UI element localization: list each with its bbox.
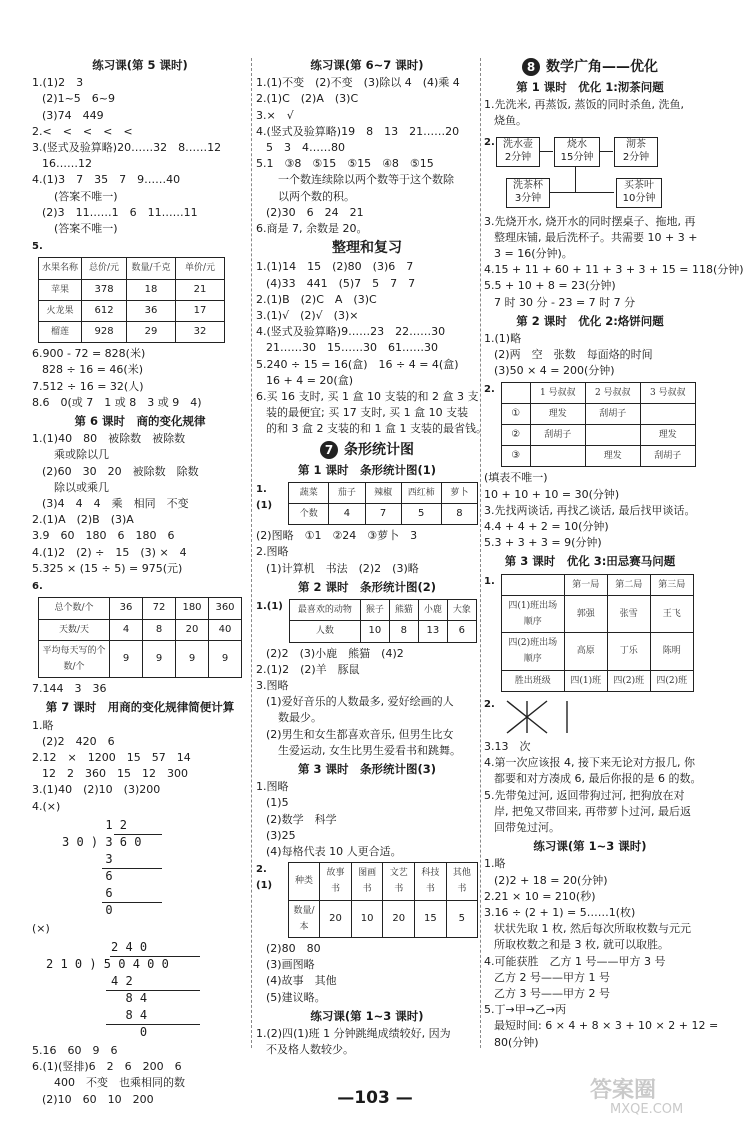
answer-line: (3)50 × 4 = 200(分钟) bbox=[494, 364, 615, 378]
answer-line: 4.(竖式及验算略)19 8 13 21……20 bbox=[256, 124, 460, 138]
table-cell: 7 bbox=[365, 504, 401, 525]
table-cell: 苹果 bbox=[39, 279, 82, 300]
answer-line: 3.图略 bbox=[256, 678, 289, 692]
table-cell bbox=[501, 574, 564, 595]
fruit-price-table bbox=[38, 257, 225, 343]
table-cell: 萝卜 bbox=[441, 482, 477, 503]
section-heading: 第 3 课时 条形统计图(3) bbox=[297, 761, 437, 776]
answer-line: 828 ÷ 16 = 46(米) bbox=[42, 363, 143, 377]
column-middle bbox=[256, 55, 487, 1058]
column-left bbox=[32, 55, 248, 1108]
chapter-title: 数学广角——优化 bbox=[546, 58, 658, 75]
table-cell: ① bbox=[501, 403, 530, 424]
answer-line: 2.(1)B (2)C A (3)C bbox=[256, 292, 377, 306]
division-row: 8 4 bbox=[46, 990, 148, 1005]
answer-line: 整理床铺, 最后洗杯子。共需要 10 + 3 + bbox=[494, 230, 698, 244]
answer-line: 5.5 + 10 + 8 = 23(分钟) bbox=[484, 279, 616, 293]
answer-line: 4.4 + 4 + 2 = 10(分钟) bbox=[484, 520, 609, 534]
question-number: 6. bbox=[32, 581, 43, 593]
answer-line: 7.512 ÷ 16 = 32(人) bbox=[32, 379, 144, 393]
answer-line: (答案不唯一) bbox=[54, 222, 118, 236]
table-cell: 8 bbox=[389, 621, 418, 642]
table-cell: 天数/天 bbox=[39, 619, 110, 640]
answer-line: (2)图略 ①1 ②24 ③萝卜 3 bbox=[256, 529, 418, 543]
table-cell: ③ bbox=[501, 446, 530, 467]
table-cell: 6 bbox=[447, 621, 476, 642]
answer-line: 4.(×) bbox=[32, 799, 61, 813]
flow-step: 洗茶杯 3分钟 bbox=[506, 178, 550, 208]
table-cell: 9 bbox=[209, 640, 242, 677]
answer-line: 3.(竖式及验算略)20……32 8……12 bbox=[32, 141, 222, 155]
answer-line: 1.先洗米, 再蒸饭, 蒸饭的同时杀鱼, 洗鱼, bbox=[484, 98, 684, 112]
flow-connector bbox=[550, 192, 614, 193]
table-cell: 刮胡子 bbox=[530, 425, 585, 446]
section-heading: 第 7 课时 用商的变化规律简便计算 bbox=[45, 700, 235, 715]
answer-line: (3)画图略 bbox=[266, 958, 315, 972]
table-cell: 四(2)班 bbox=[650, 670, 693, 691]
flow-step: 沏茶 2分钟 bbox=[614, 137, 658, 167]
column-divider bbox=[251, 58, 252, 1048]
table-cell: 第二局 bbox=[607, 574, 650, 595]
answer-line: (1)爱好音乐的人数最多, 爱好绘画的人 bbox=[266, 695, 454, 709]
answer-line: 6.(1)(竖排)6 2 6 200 6 bbox=[32, 1060, 182, 1074]
division-bar bbox=[114, 834, 162, 835]
table-cell: 西红柿 bbox=[401, 482, 441, 503]
table-cell: 10 bbox=[351, 900, 383, 937]
table-cell: 王飞 bbox=[650, 595, 693, 632]
chapter-heading bbox=[484, 58, 696, 76]
answer-line: 1.略 bbox=[484, 857, 506, 871]
table-cell: 10 bbox=[360, 621, 389, 642]
answer-line: 1.(2)四(1)班 1 分钟跳绳成绩较好, 因为 bbox=[256, 1026, 451, 1040]
table-cell: 1 号叔叔 bbox=[530, 382, 585, 403]
answer-line: (2)2 420 6 bbox=[42, 734, 115, 748]
answer-line: 4.(竖式及验算略)9……23 22……30 bbox=[256, 325, 446, 339]
table-cell: 胜出班级 bbox=[501, 670, 564, 691]
answer-line: 都要和对方凑成 6, 最后你报的是 6 的数。 bbox=[494, 772, 702, 786]
answer-line: (2)10 60 10 200 bbox=[42, 1092, 154, 1106]
table-cell: 四(1)班出场顺序 bbox=[501, 595, 564, 632]
answer-line: (2)80 80 bbox=[266, 941, 321, 955]
answer-line: 1.(1)40 80 被除数 被除数 bbox=[32, 432, 186, 446]
answer-line: 80(分钟) bbox=[494, 1035, 539, 1049]
answer-line: (4)33 441 (5)7 5 7 7 bbox=[266, 276, 416, 290]
division-rule bbox=[102, 902, 162, 903]
table-cell: 张雪 bbox=[607, 595, 650, 632]
question-number: 1.(1) bbox=[256, 601, 283, 613]
table-cell: 2 号叔叔 bbox=[585, 382, 640, 403]
table-cell: 平均每天写的个数/个 bbox=[39, 640, 110, 677]
flow-connector bbox=[575, 166, 576, 192]
answer-line: 21……30 15……30 61……30 bbox=[266, 341, 438, 355]
answer-line: (3)74 449 bbox=[42, 108, 104, 122]
flow-step: 洗水壶 2分钟 bbox=[496, 137, 540, 167]
table-cell: 丁乐 bbox=[607, 633, 650, 670]
answer-line: 5.先带兔过河, 返回带狗过河, 把狗放在对 bbox=[484, 788, 685, 802]
horse-race-table bbox=[501, 574, 694, 692]
division-row: 1 2 bbox=[62, 817, 128, 832]
answer-line: 3.(1)√ (2)√ (3)× bbox=[256, 309, 359, 323]
answer-line: 1.(1)14 15 (2)80 (3)6 7 bbox=[256, 260, 414, 274]
answer-line: (3)25 bbox=[266, 828, 296, 842]
table-cell: 水果名称 bbox=[39, 258, 82, 279]
division-rule bbox=[106, 990, 200, 991]
table-cell bbox=[530, 446, 585, 467]
tea-making-flowchart bbox=[484, 133, 696, 211]
answer-line: 5.325 × (15 ÷ 5) = 975(元) bbox=[32, 561, 183, 575]
question-number: 2. bbox=[484, 136, 495, 148]
section-heading: 第 1 课时 条形统计图(1) bbox=[297, 462, 437, 477]
answer-line: 4.(1)3 7 35 7 9……40 bbox=[32, 173, 181, 187]
table-cell bbox=[501, 382, 530, 403]
table-cell: 四(2)班出场顺序 bbox=[501, 633, 564, 670]
answer-line: 岸, 把兔又带回来, 再带萝卜过河, 最后返 bbox=[494, 804, 691, 818]
answer-line: 除以或乘几 bbox=[54, 480, 109, 494]
answer-line: 400 不变 也乘相同的数 bbox=[54, 1076, 185, 1090]
table-cell: 4 bbox=[329, 504, 365, 525]
column-right bbox=[484, 55, 744, 1051]
answer-line: 1.图略 bbox=[256, 780, 289, 794]
answer-line: 2.< < < < < bbox=[32, 124, 133, 138]
answer-line: 3 = 16(分钟)。 bbox=[494, 247, 573, 261]
division-row: 2 4 0 bbox=[46, 939, 148, 954]
watermark-url: MXQE.COM bbox=[610, 1102, 684, 1117]
answer-line: 乙方 3 号——甲方 2 号 bbox=[494, 986, 610, 1000]
answer-line: 3.先找两谈话, 再找乙谈话, 最后找甲谈话。 bbox=[484, 503, 696, 517]
answer-line: (3)4 4 4 乘 相同 不变 bbox=[42, 497, 189, 511]
answer-line: 5.丁→甲→乙→丙 bbox=[484, 1003, 567, 1017]
table-cell: 20 bbox=[176, 619, 209, 640]
table-cell bbox=[585, 425, 640, 446]
question-row bbox=[256, 860, 478, 941]
chapter-title: 条形统计图 bbox=[344, 441, 414, 458]
table-cell: 刮胡子 bbox=[585, 403, 640, 424]
long-division-2 bbox=[46, 939, 248, 1041]
answer-line: 1.略 bbox=[32, 718, 54, 732]
answer-line: 5 3 4……80 bbox=[266, 141, 345, 155]
answer-line: 4.第一次应该报 4, 接下来无论对方报几, 你 bbox=[484, 756, 695, 770]
question-row bbox=[484, 380, 696, 471]
section-heading: 第 1 课时 优化 1:沏茶问题 bbox=[516, 80, 664, 94]
table-cell: 4 bbox=[110, 619, 143, 640]
table-cell: 茄子 bbox=[329, 482, 365, 503]
table-cell: ② bbox=[501, 425, 530, 446]
section-heading: 练习课(第 6~7 课时) bbox=[310, 58, 424, 72]
answer-line: (2)两 空 张数 每面烙的时间 bbox=[494, 348, 653, 362]
answer-line: 4.可能获胜 乙方 1 号——甲方 3 号 bbox=[484, 954, 666, 968]
answer-line: (2)60 30 20 被除数 除数 bbox=[42, 464, 199, 478]
table-cell: 火龙果 bbox=[39, 300, 82, 321]
table-cell: 数量/本 bbox=[288, 900, 320, 937]
answer-line: (答案不唯一) bbox=[54, 189, 118, 203]
answer-line: (填表不唯一) bbox=[484, 471, 548, 485]
division-row: 6 bbox=[62, 868, 113, 883]
table-cell: 蔬菜 bbox=[289, 482, 329, 503]
table-cell: 36 bbox=[110, 598, 143, 619]
table-cell: 陈明 bbox=[650, 633, 693, 670]
table-cell: 图画书 bbox=[351, 863, 383, 900]
answer-line: 16 + 4 = 20(盒) bbox=[266, 373, 353, 387]
answer-line: 3.13 次 bbox=[484, 739, 531, 753]
table-cell: 故事书 bbox=[320, 863, 352, 900]
answer-line: 6.900 - 72 = 828(米) bbox=[32, 347, 146, 361]
question-row bbox=[484, 695, 696, 739]
table-cell: 大象 bbox=[447, 600, 476, 621]
answer-line: 2.21 × 10 = 210(秒) bbox=[484, 889, 596, 903]
answer-line: 3.16 ÷ (2 + 1) = 5……1(枚) bbox=[484, 905, 636, 919]
division-row: 6 bbox=[62, 885, 113, 900]
watermark-logo: 答案圈 bbox=[590, 1078, 657, 1103]
table-cell: 其他书 bbox=[446, 863, 477, 900]
answer-line: (2)男生和女生都喜欢音乐, 但男生比女 bbox=[266, 727, 454, 741]
barber-schedule-table bbox=[501, 382, 696, 468]
answer-line: 5.3 + 3 + 3 = 9(分钟) bbox=[484, 536, 602, 550]
table-cell: 8 bbox=[441, 504, 477, 525]
answer-line: 4.(1)2 (2) ÷ 15 (3) × 4 bbox=[32, 545, 187, 559]
long-division-1 bbox=[62, 817, 248, 919]
answer-line: 5.240 ÷ 15 = 16(盒) 16 ÷ 4 = 4(盒) bbox=[256, 357, 459, 371]
answer-line: 4.15 + 11 + 60 + 11 + 3 + 3 + 15 = 118(分钟) bbox=[484, 263, 744, 277]
table-cell: 9 bbox=[110, 640, 143, 677]
division-bar bbox=[110, 956, 200, 957]
answer-line: 1.(1)略 bbox=[484, 332, 522, 346]
answer-line: 3.(1)40 (2)10 (3)200 bbox=[32, 783, 161, 797]
table-cell: 种类 bbox=[288, 863, 320, 900]
answer-line: (2)3 11……1 6 11……11 bbox=[42, 205, 198, 219]
table-cell: 29 bbox=[127, 322, 176, 343]
answer-line: 3.9 60 180 6 180 6 bbox=[32, 529, 175, 543]
section-heading: 练习课(第 5 课时) bbox=[92, 58, 188, 72]
question-number: 5. bbox=[32, 241, 43, 253]
answer-line: 10 + 10 + 10 = 30(分钟) bbox=[484, 487, 620, 501]
flow-step: 买茶叶 10分钟 bbox=[616, 178, 662, 208]
table-cell: 360 bbox=[209, 598, 242, 619]
division-rule bbox=[102, 868, 162, 869]
table-cell: 辣椒 bbox=[365, 482, 401, 503]
table-cell: 理发 bbox=[530, 403, 585, 424]
answer-line: (2)2 + 18 = 20(分钟) bbox=[494, 873, 608, 887]
table-cell: 9 bbox=[176, 640, 209, 677]
table-cell: 612 bbox=[82, 300, 127, 321]
answer-line: 3.先烧开水, 烧开水的同时摆桌子、拖地, 再 bbox=[484, 214, 696, 228]
table-cell: 32 bbox=[176, 322, 225, 343]
answer-line: 2.图略 bbox=[256, 545, 289, 559]
question-number: 1. bbox=[484, 575, 495, 587]
answer-line: 数最少。 bbox=[278, 711, 322, 725]
answer-line: (1)5 bbox=[266, 796, 289, 810]
table-cell: 72 bbox=[143, 598, 176, 619]
table-cell: 单价/元 bbox=[176, 258, 225, 279]
table-cell: 文艺书 bbox=[383, 863, 415, 900]
answer-line: 2.12 × 1200 15 57 14 bbox=[32, 750, 191, 764]
question-row bbox=[256, 597, 478, 645]
answer-line: 不及格人数较少。 bbox=[266, 1043, 354, 1057]
table-cell: 数量/千克 bbox=[127, 258, 176, 279]
answer-line: 以两个数的积。 bbox=[278, 189, 355, 203]
answer-line: 生爱运动, 女生比男生爱看书和跳舞。 bbox=[278, 743, 461, 757]
answer-line: 6.买 16 支时, 买 1 盒 10 支装的和 2 盒 3 支 bbox=[256, 390, 479, 404]
section-heading: 第 2 课时 优化 2:烙饼问题 bbox=[516, 313, 664, 328]
answer-line: (×) bbox=[32, 921, 50, 935]
table-cell: 36 bbox=[127, 300, 176, 321]
table-cell: 3 号叔叔 bbox=[640, 382, 695, 403]
table-cell: 科技书 bbox=[415, 863, 447, 900]
table-cell: 最喜欢的动物 bbox=[289, 600, 360, 621]
table-cell: 21 bbox=[176, 279, 225, 300]
page-number: —103 — bbox=[337, 1088, 413, 1108]
table-cell: 928 bbox=[82, 322, 127, 343]
table-cell: 5 bbox=[401, 504, 441, 525]
answer-line: 装的最便宜; 买 17 支时, 买 1 盒 10 支装 bbox=[266, 406, 469, 420]
division-row: 3 bbox=[62, 851, 113, 866]
table-cell: 理发 bbox=[640, 425, 695, 446]
division-row: 4 2 bbox=[46, 973, 133, 988]
table-cell: 小鹿 bbox=[418, 600, 447, 621]
answer-line: 状状先取 1 枚, 然后每次所取枚数与元元 bbox=[494, 922, 691, 936]
answer-line: (4)故事 其他 bbox=[266, 974, 337, 988]
answer-line: 一个数连续除以两个数等于这个数除 bbox=[278, 173, 454, 187]
section-heading: 第 3 课时 优化 3:田忌赛马问题 bbox=[504, 554, 676, 569]
answer-line: 6.商是 7, 余数是 20。 bbox=[256, 222, 368, 236]
table-cell: 20 bbox=[383, 900, 415, 937]
answer-line: 1.(1)2 3 bbox=[32, 76, 84, 90]
favorite-animal-table bbox=[289, 599, 477, 642]
section-heading: 第 2 课时 条形统计图(2) bbox=[297, 579, 437, 594]
answer-line: 5.16 60 9 6 bbox=[32, 1043, 118, 1057]
answer-line: 3.× √ bbox=[256, 108, 294, 122]
table-cell bbox=[640, 403, 695, 424]
section-heading: 练习课(第 1~3 课时) bbox=[533, 839, 647, 854]
answer-line: 7.144 3 36 bbox=[32, 682, 107, 696]
division-row: 3 0 ) 3 6 0 bbox=[62, 834, 142, 849]
column-divider bbox=[480, 58, 481, 1048]
answer-line: (2)2 (3)小鹿 熊猫 (4)2 bbox=[266, 646, 404, 660]
answer-line: 烧鱼。 bbox=[494, 114, 527, 128]
answer-line: (4)每格代表 10 人更合适。 bbox=[266, 844, 402, 858]
table-cell: 郭强 bbox=[564, 595, 607, 632]
answer-line: 16……12 bbox=[42, 157, 92, 171]
table-cell: 刮胡子 bbox=[640, 446, 695, 467]
division-row: 0 bbox=[46, 1024, 148, 1039]
table-cell: 15 bbox=[415, 900, 447, 937]
table-cell: 5 bbox=[446, 900, 477, 937]
answer-line: 5.1 ③8 ⑤15 ⑤15 ④8 ⑤15 bbox=[256, 157, 434, 171]
division-row: 0 bbox=[62, 902, 113, 917]
chapter-number-badge: 7 bbox=[320, 441, 338, 459]
table-cell: 榴莲 bbox=[39, 322, 82, 343]
answer-line: 乙方 2 号——甲方 1 号 bbox=[494, 970, 610, 984]
table-cell: 高原 bbox=[564, 633, 607, 670]
question-number: 1.(1) bbox=[256, 483, 273, 512]
table-cell: 人数 bbox=[289, 621, 360, 642]
book-count-table bbox=[288, 862, 478, 938]
table-cell: 13 bbox=[418, 621, 447, 642]
flow-connector bbox=[599, 151, 613, 152]
table-cell: 18 bbox=[127, 279, 176, 300]
question-number: 2.(1) bbox=[256, 864, 273, 892]
table-cell: 20 bbox=[320, 900, 352, 937]
table-cell: 总个数/个 bbox=[39, 598, 110, 619]
table-cell: 第三局 bbox=[650, 574, 693, 595]
table-cell: 17 bbox=[176, 300, 225, 321]
answer-line: 的和 3 盒 2 支装的和 1 盒 1 支装的最省钱。 bbox=[266, 422, 487, 436]
answer-line: 2.(1)C (2)A (3)C bbox=[256, 92, 359, 106]
question-row bbox=[256, 480, 478, 528]
flow-step: 烧水 15分钟 bbox=[554, 137, 600, 167]
answer-line: 所取枚数之和是 3 枚, 就可以取胜。 bbox=[494, 938, 669, 952]
table-cell: 180 bbox=[176, 598, 209, 619]
table-cell: 四(1)班 bbox=[564, 670, 607, 691]
answer-line: 12 2 360 15 12 300 bbox=[42, 767, 188, 781]
chapter-heading bbox=[256, 441, 478, 459]
answer-line: 8.6 0(或 7 1 或 8 3 或 9 4) bbox=[32, 395, 202, 409]
question-number: 2. bbox=[484, 698, 495, 710]
question-number: 2. bbox=[484, 383, 495, 395]
table-cell: 378 bbox=[82, 279, 127, 300]
vegetable-count-table bbox=[288, 482, 478, 525]
division-row: 8 4 bbox=[46, 1007, 148, 1022]
table-cell: 第一局 bbox=[564, 574, 607, 595]
answer-line: 1.(1)不变 (2)不变 (3)除以 4 (4)乘 4 bbox=[256, 76, 460, 90]
answer-line: 最短时间: 6 × 4 + 8 × 3 + 10 × 2 + 12 = bbox=[494, 1019, 719, 1033]
table-cell: 熊猫 bbox=[389, 600, 418, 621]
chapter-number-badge: 8 bbox=[522, 58, 540, 76]
table-cell: 9 bbox=[143, 640, 176, 677]
answer-line: 2.(1)2 (2)羊 豚鼠 bbox=[256, 662, 360, 676]
table-cell: 理发 bbox=[585, 446, 640, 467]
answer-line: (1)计算机 书法 (2)2 (3)略 bbox=[266, 561, 419, 575]
answer-line: (5)建议略。 bbox=[266, 990, 326, 1004]
answer-line: (2)30 6 24 21 bbox=[266, 205, 364, 219]
table-cell: 总价/元 bbox=[82, 258, 127, 279]
table-cell: 8 bbox=[143, 619, 176, 640]
chapter-heading: 整理和复习 bbox=[332, 240, 402, 257]
answer-line: (2)数学 科学 bbox=[266, 812, 337, 826]
division-row: 2 1 0 ) 5 0 4 0 0 bbox=[46, 956, 169, 971]
table-cell: 个数 bbox=[289, 504, 329, 525]
answer-line: 2.(1)A (2)B (3)A bbox=[32, 513, 134, 527]
table-cell: 四(2)班 bbox=[607, 670, 650, 691]
answer-line: 回带兔过河。 bbox=[494, 820, 560, 834]
section-heading: 第 6 课时 商的变化规律 bbox=[74, 414, 206, 429]
table-cell: 40 bbox=[209, 619, 242, 640]
writing-count-table bbox=[38, 597, 242, 678]
division-rule bbox=[106, 1024, 200, 1025]
answer-line: 乘或除以几 bbox=[54, 448, 109, 462]
section-heading: 练习课(第 1~3 课时) bbox=[310, 1008, 424, 1023]
matching-lines-figure bbox=[501, 697, 577, 737]
answer-line: 7 时 30 分 - 23 = 7 时 7 分 bbox=[494, 295, 636, 309]
question-row bbox=[484, 572, 696, 695]
table-cell: 猴子 bbox=[360, 600, 389, 621]
answer-line: (2)1~5 6~9 bbox=[42, 92, 116, 106]
flow-connector bbox=[539, 151, 553, 152]
